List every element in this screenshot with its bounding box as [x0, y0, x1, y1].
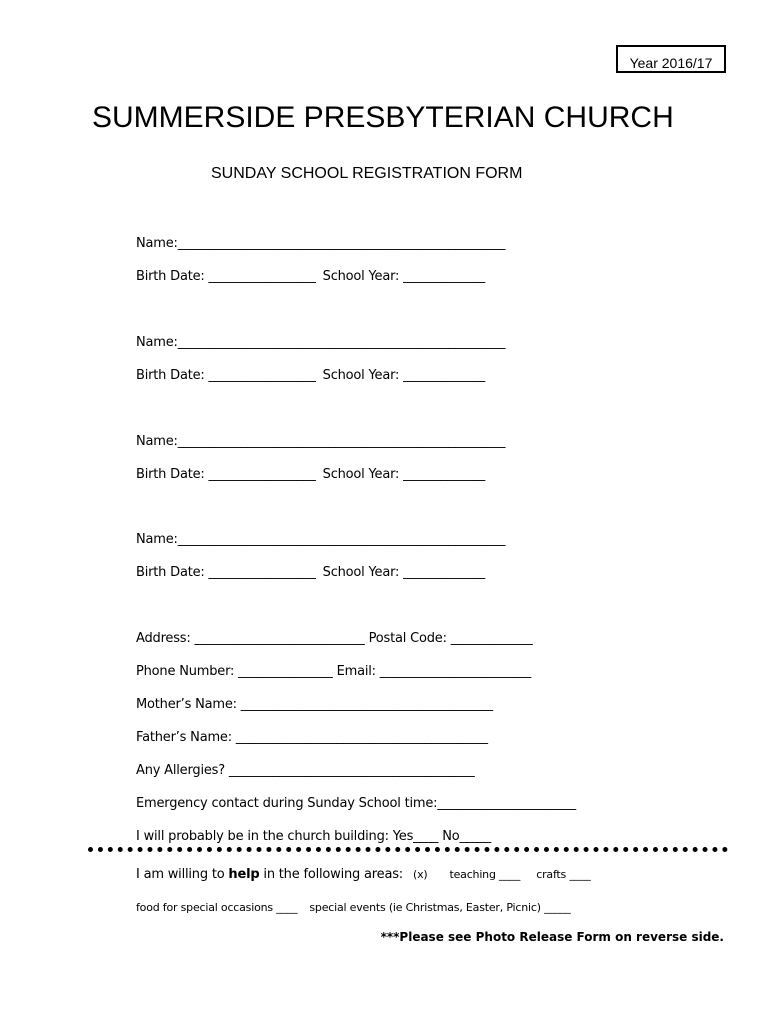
photo-release-note: ***Please see Photo Release Form on reverse side.: [380, 930, 724, 944]
church-title: SUMMERSIDE PRESBYTERIAN CHURCH: [92, 101, 674, 134]
child-2-birth-date-field[interactable]: Birth Date: _________________: [136, 368, 316, 383]
help-bold-word: help: [228, 867, 260, 882]
child-3-birth-school-row: [136, 467, 485, 482]
crafts-field[interactable]: crafts ____: [536, 868, 591, 881]
child-3-school-year-field[interactable]: School Year: _____________: [322, 467, 486, 482]
dotted-divider: [88, 847, 728, 852]
phone-email-row: [136, 664, 531, 679]
help-row-2: [136, 901, 571, 914]
special-events-field[interactable]: special events (ie Christmas, Easter, Picnic) _____: [309, 901, 571, 914]
child-4-school-year-field[interactable]: School Year: _____________: [322, 565, 486, 580]
child-2-school-year-field[interactable]: School Year: _____________: [322, 368, 486, 383]
child-4-name-field[interactable]: Name:____________________________________________________: [136, 532, 506, 547]
child-3-birth-date-field[interactable]: Birth Date: _________________: [136, 467, 316, 482]
child-3-name-field[interactable]: Name:____________________________________________________: [136, 434, 506, 449]
form-subtitle: SUNDAY SCHOOL REGISTRATION FORM: [211, 165, 523, 182]
father-name-field[interactable]: Father’s Name: ________________________________________: [136, 730, 488, 745]
child-2-name-field[interactable]: Name:____________________________________________________: [136, 335, 506, 350]
help-intro: I am willing to help in the following areas:: [136, 867, 403, 882]
year-label: Year 2016/17: [629, 55, 713, 71]
church-building-field[interactable]: I will probably be in the church building: Yes____ No_____: [136, 829, 492, 844]
child-4-birth-school-row: [136, 565, 485, 580]
address-field[interactable]: Address: ___________________________: [136, 631, 365, 646]
child-2-birth-school-row: [136, 368, 485, 383]
child-1-name-field[interactable]: Name:____________________________________________________: [136, 236, 506, 251]
help-row: [136, 867, 591, 882]
mother-name-field[interactable]: Mother’s Name: ________________________________________: [136, 697, 493, 712]
teaching-field[interactable]: teaching ____: [449, 868, 521, 881]
allergies-field[interactable]: Any Allergies? _______________________________________: [136, 763, 475, 778]
phone-field[interactable]: Phone Number: _______________: [136, 664, 333, 679]
child-4-birth-date-field[interactable]: Birth Date: _________________: [136, 565, 316, 580]
food-field[interactable]: food for special occasions ____: [136, 901, 298, 914]
emergency-contact-field[interactable]: Emergency contact during Sunday School time:______________________: [136, 796, 576, 811]
child-1-birth-date-field[interactable]: Birth Date: _________________: [136, 269, 316, 284]
year-box: [616, 45, 726, 73]
child-1-school-year-field[interactable]: School Year: _____________: [322, 269, 486, 284]
email-field[interactable]: Email: ________________________: [336, 664, 531, 679]
child-1-birth-school-row: [136, 269, 485, 284]
help-mark: (x): [412, 868, 428, 881]
postal-code-field[interactable]: Postal Code: _____________: [368, 631, 533, 646]
address-row: [136, 631, 533, 646]
